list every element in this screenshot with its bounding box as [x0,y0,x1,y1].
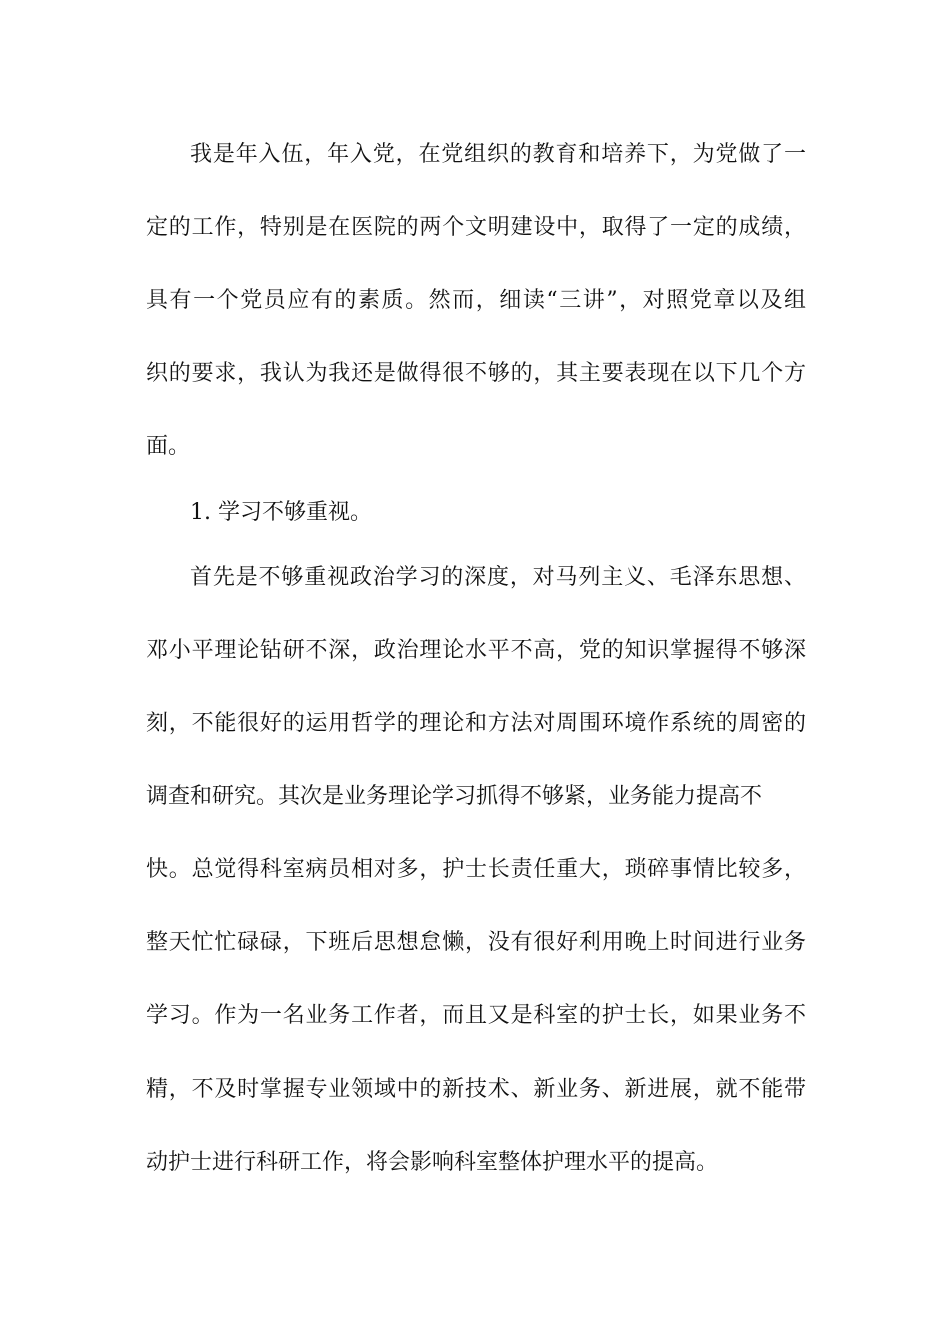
paragraph-line: 精，不及时掌握专业领域中的新技术、新业务、新进展，就不能带 [146,1077,806,1102]
paragraph-line: 邓小平理论钻研不深，政治理论水平不高，党的知识掌握得不够深 [146,638,806,663]
section-heading: 1. 学习不够重视。 [190,500,372,525]
paragraph-line: 动护士进行科研工作，将会影响科室整体护理水平的提高。 [146,1150,719,1175]
paragraph-line: 调查和研究。其次是业务理论学习抓得不够紧，业务能力提高不 [146,784,763,809]
paragraph-line: 刻，不能很好的运用哲学的理论和方法对周围环境作系统的周密的 [146,711,806,736]
paragraph-line: 我是年入伍，年入党，在党组织的教育和培养下，为党做了一 [190,142,806,167]
paragraph-line: 织的要求，我认为我还是做得很不够的，其主要表现在以下几个方 [146,361,806,386]
paragraph-line: 学习。作为一名业务工作者，而且又是科室的护士长，如果业务不 [146,1003,806,1028]
paragraph-line: 整天忙忙碌碌，下班后思想怠懒，没有很好利用晚上时间进行业务 [146,930,806,955]
paragraph-line: 定的工作，特别是在医院的两个文明建设中，取得了一定的成绩， [146,215,806,240]
paragraph-line: 具有一个党员应有的素质。然而，细读“三讲”，对照党章以及组 [146,288,806,313]
paragraph-line: 面。 [146,434,191,459]
paragraph-line: 快。总觉得科室病员相对多，护士长责任重大，琐碎事情比较多， [146,857,806,882]
paragraph-line: 首先是不够重视政治学习的深度，对马列主义、毛泽东思想、 [190,565,806,590]
